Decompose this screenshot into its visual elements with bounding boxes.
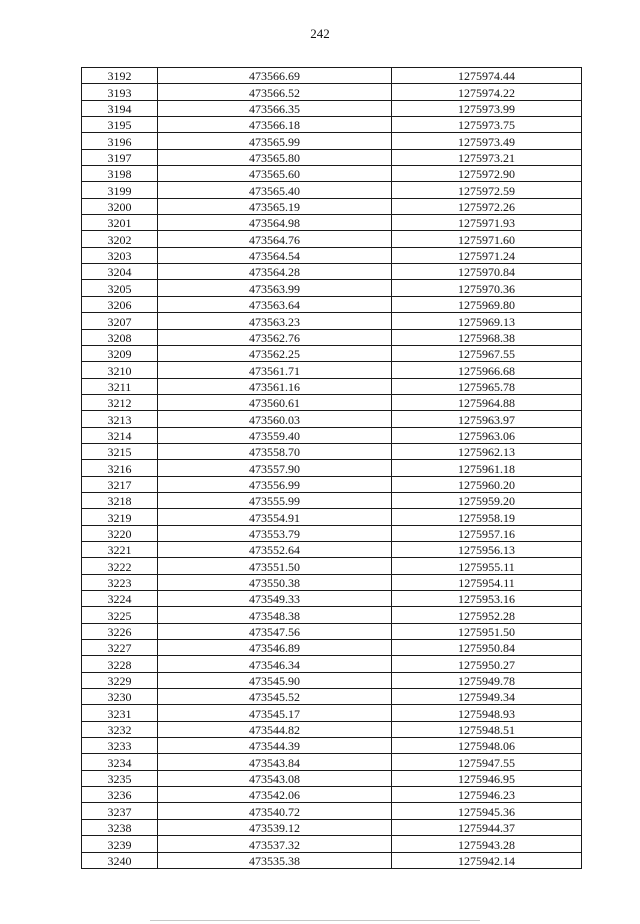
y-coordinate-cell: 1275943.28 <box>392 836 582 852</box>
point-number-cell: 3206 <box>82 296 158 312</box>
point-number-cell: 3218 <box>82 492 158 508</box>
table-row <box>82 476 582 492</box>
x-coordinate-cell: 473565.60 <box>158 166 392 182</box>
point-number-cell: 3208 <box>82 329 158 345</box>
table-row <box>82 852 582 868</box>
y-coordinate-cell: 1275968.38 <box>392 329 582 345</box>
table-row <box>82 574 582 590</box>
y-coordinate-cell: 1275969.80 <box>392 296 582 312</box>
point-number-cell: 3192 <box>82 68 158 84</box>
point-number-cell: 3195 <box>82 117 158 133</box>
table-row <box>82 427 582 443</box>
y-coordinate-cell: 1275963.06 <box>392 427 582 443</box>
point-number-cell: 3196 <box>82 133 158 149</box>
x-coordinate-cell: 473554.91 <box>158 509 392 525</box>
point-number-cell: 3240 <box>82 852 158 868</box>
point-number-cell: 3221 <box>82 541 158 557</box>
table-row <box>82 558 582 574</box>
y-coordinate-cell: 1275970.36 <box>392 280 582 296</box>
table-row <box>82 231 582 247</box>
point-number-cell: 3233 <box>82 738 158 754</box>
point-number-cell: 3197 <box>82 149 158 165</box>
x-coordinate-cell: 473540.72 <box>158 803 392 819</box>
table-row <box>82 149 582 165</box>
table-row <box>82 623 582 639</box>
y-coordinate-cell: 1275964.88 <box>392 394 582 410</box>
point-number-cell: 3235 <box>82 770 158 786</box>
point-number-cell: 3198 <box>82 166 158 182</box>
table-row <box>82 836 582 852</box>
x-coordinate-cell: 473543.84 <box>158 754 392 770</box>
y-coordinate-cell: 1275950.27 <box>392 656 582 672</box>
table-row <box>82 640 582 656</box>
coordinate-table-body <box>82 68 582 869</box>
table-row <box>82 182 582 198</box>
x-coordinate-cell: 473566.35 <box>158 100 392 116</box>
x-coordinate-cell: 473566.52 <box>158 84 392 100</box>
y-coordinate-cell: 1275950.84 <box>392 640 582 656</box>
y-coordinate-cell: 1275974.22 <box>392 84 582 100</box>
y-coordinate-cell: 1275952.28 <box>392 607 582 623</box>
table-row <box>82 721 582 737</box>
x-coordinate-cell: 473558.70 <box>158 443 392 459</box>
point-number-cell: 3231 <box>82 705 158 721</box>
y-coordinate-cell: 1275971.93 <box>392 215 582 231</box>
x-coordinate-cell: 473539.12 <box>158 819 392 835</box>
x-coordinate-cell: 473543.08 <box>158 770 392 786</box>
x-coordinate-cell: 473555.99 <box>158 492 392 508</box>
table-row <box>82 443 582 459</box>
table-row <box>82 738 582 754</box>
y-coordinate-cell: 1275970.84 <box>392 264 582 280</box>
y-coordinate-cell: 1275959.20 <box>392 492 582 508</box>
x-coordinate-cell: 473562.76 <box>158 329 392 345</box>
y-coordinate-cell: 1275953.16 <box>392 591 582 607</box>
table-row <box>82 215 582 231</box>
x-coordinate-cell: 473544.39 <box>158 738 392 754</box>
table-row <box>82 198 582 214</box>
y-coordinate-cell: 1275955.11 <box>392 558 582 574</box>
table-row <box>82 133 582 149</box>
table-row <box>82 787 582 803</box>
y-coordinate-cell: 1275948.93 <box>392 705 582 721</box>
point-number-cell: 3212 <box>82 394 158 410</box>
y-coordinate-cell: 1275954.11 <box>392 574 582 590</box>
point-number-cell: 3193 <box>82 84 158 100</box>
y-coordinate-cell: 1275945.36 <box>392 803 582 819</box>
table-row <box>82 754 582 770</box>
y-coordinate-cell: 1275974.44 <box>392 68 582 84</box>
y-coordinate-cell: 1275947.55 <box>392 754 582 770</box>
point-number-cell: 3232 <box>82 721 158 737</box>
x-coordinate-cell: 473556.99 <box>158 476 392 492</box>
x-coordinate-cell: 473560.61 <box>158 394 392 410</box>
y-coordinate-cell: 1275962.13 <box>392 443 582 459</box>
point-number-cell: 3202 <box>82 231 158 247</box>
y-coordinate-cell: 1275951.50 <box>392 623 582 639</box>
page-number: 242 <box>310 26 330 41</box>
table-row <box>82 705 582 721</box>
x-coordinate-cell: 473560.03 <box>158 411 392 427</box>
y-coordinate-cell: 1275944.37 <box>392 819 582 835</box>
table-row <box>82 803 582 819</box>
table-row <box>82 100 582 116</box>
x-coordinate-cell: 473562.25 <box>158 345 392 361</box>
table-row <box>82 378 582 394</box>
x-coordinate-cell: 473563.99 <box>158 280 392 296</box>
table-row <box>82 166 582 182</box>
point-number-cell: 3229 <box>82 672 158 688</box>
point-number-cell: 3200 <box>82 198 158 214</box>
y-coordinate-cell: 1275958.19 <box>392 509 582 525</box>
x-coordinate-cell: 473552.64 <box>158 541 392 557</box>
point-number-cell: 3215 <box>82 443 158 459</box>
x-coordinate-cell: 473565.19 <box>158 198 392 214</box>
table-row <box>82 689 582 705</box>
x-coordinate-cell: 473546.89 <box>158 640 392 656</box>
table-row <box>82 394 582 410</box>
x-coordinate-cell: 473565.40 <box>158 182 392 198</box>
y-coordinate-cell: 1275973.99 <box>392 100 582 116</box>
table-row <box>82 84 582 100</box>
point-number-cell: 3220 <box>82 525 158 541</box>
x-coordinate-cell: 473565.99 <box>158 133 392 149</box>
point-number-cell: 3203 <box>82 247 158 263</box>
point-number-cell: 3239 <box>82 836 158 852</box>
x-coordinate-cell: 473566.18 <box>158 117 392 133</box>
y-coordinate-cell: 1275956.13 <box>392 541 582 557</box>
x-coordinate-cell: 473544.82 <box>158 721 392 737</box>
table-row <box>82 460 582 476</box>
table-row <box>82 117 582 133</box>
table-row <box>82 345 582 361</box>
x-coordinate-cell: 473561.71 <box>158 362 392 378</box>
point-number-cell: 3222 <box>82 558 158 574</box>
x-coordinate-cell: 473553.79 <box>158 525 392 541</box>
table-row <box>82 672 582 688</box>
y-coordinate-cell: 1275957.16 <box>392 525 582 541</box>
table-row <box>82 819 582 835</box>
table-row <box>82 607 582 623</box>
x-coordinate-cell: 473537.32 <box>158 836 392 852</box>
y-coordinate-cell: 1275960.20 <box>392 476 582 492</box>
table-row <box>82 329 582 345</box>
table-row <box>82 411 582 427</box>
point-number-cell: 3216 <box>82 460 158 476</box>
x-coordinate-cell: 473565.80 <box>158 149 392 165</box>
point-number-cell: 3217 <box>82 476 158 492</box>
table-row <box>82 525 582 541</box>
x-coordinate-cell: 473559.40 <box>158 427 392 443</box>
table-row <box>82 296 582 312</box>
x-coordinate-cell: 473557.90 <box>158 460 392 476</box>
table-row <box>82 509 582 525</box>
table-row <box>82 313 582 329</box>
table-row <box>82 362 582 378</box>
point-number-cell: 3201 <box>82 215 158 231</box>
y-coordinate-cell: 1275972.59 <box>392 182 582 198</box>
point-number-cell: 3214 <box>82 427 158 443</box>
x-coordinate-cell: 473549.33 <box>158 591 392 607</box>
point-number-cell: 3227 <box>82 640 158 656</box>
y-coordinate-cell: 1275967.55 <box>392 345 582 361</box>
x-coordinate-cell: 473566.69 <box>158 68 392 84</box>
y-coordinate-cell: 1275961.18 <box>392 460 582 476</box>
table-row <box>82 68 582 84</box>
scan-edge-line <box>150 920 480 921</box>
y-coordinate-cell: 1275972.90 <box>392 166 582 182</box>
y-coordinate-cell: 1275949.78 <box>392 672 582 688</box>
y-coordinate-cell: 1275946.23 <box>392 787 582 803</box>
x-coordinate-cell: 473563.64 <box>158 296 392 312</box>
point-number-cell: 3237 <box>82 803 158 819</box>
x-coordinate-cell: 473550.38 <box>158 574 392 590</box>
point-number-cell: 3207 <box>82 313 158 329</box>
point-number-cell: 3199 <box>82 182 158 198</box>
y-coordinate-cell: 1275971.24 <box>392 247 582 263</box>
y-coordinate-cell: 1275966.68 <box>392 362 582 378</box>
x-coordinate-cell: 473564.54 <box>158 247 392 263</box>
point-number-cell: 3219 <box>82 509 158 525</box>
x-coordinate-cell: 473563.23 <box>158 313 392 329</box>
point-number-cell: 3238 <box>82 819 158 835</box>
x-coordinate-cell: 473564.28 <box>158 264 392 280</box>
table-row <box>82 247 582 263</box>
x-coordinate-cell: 473535.38 <box>158 852 392 868</box>
x-coordinate-cell: 473564.98 <box>158 215 392 231</box>
y-coordinate-cell: 1275963.97 <box>392 411 582 427</box>
x-coordinate-cell: 473545.90 <box>158 672 392 688</box>
point-number-cell: 3210 <box>82 362 158 378</box>
coordinate-table <box>81 67 582 869</box>
x-coordinate-cell: 473564.76 <box>158 231 392 247</box>
point-number-cell: 3234 <box>82 754 158 770</box>
table-row <box>82 492 582 508</box>
table-row <box>82 280 582 296</box>
y-coordinate-cell: 1275948.51 <box>392 721 582 737</box>
y-coordinate-cell: 1275973.75 <box>392 117 582 133</box>
x-coordinate-cell: 473545.17 <box>158 705 392 721</box>
x-coordinate-cell: 473542.06 <box>158 787 392 803</box>
y-coordinate-cell: 1275972.26 <box>392 198 582 214</box>
y-coordinate-cell: 1275971.60 <box>392 231 582 247</box>
point-number-cell: 3228 <box>82 656 158 672</box>
point-number-cell: 3226 <box>82 623 158 639</box>
y-coordinate-cell: 1275942.14 <box>392 852 582 868</box>
x-coordinate-cell: 473561.16 <box>158 378 392 394</box>
y-coordinate-cell: 1275969.13 <box>392 313 582 329</box>
y-coordinate-cell: 1275973.49 <box>392 133 582 149</box>
point-number-cell: 3224 <box>82 591 158 607</box>
x-coordinate-cell: 473551.50 <box>158 558 392 574</box>
x-coordinate-cell: 473548.38 <box>158 607 392 623</box>
point-number-cell: 3225 <box>82 607 158 623</box>
point-number-cell: 3209 <box>82 345 158 361</box>
y-coordinate-cell: 1275949.34 <box>392 689 582 705</box>
table-row <box>82 770 582 786</box>
y-coordinate-cell: 1275965.78 <box>392 378 582 394</box>
point-number-cell: 3194 <box>82 100 158 116</box>
table-row <box>82 591 582 607</box>
point-number-cell: 3236 <box>82 787 158 803</box>
x-coordinate-cell: 473546.34 <box>158 656 392 672</box>
point-number-cell: 3213 <box>82 411 158 427</box>
y-coordinate-cell: 1275946.95 <box>392 770 582 786</box>
x-coordinate-cell: 473547.56 <box>158 623 392 639</box>
y-coordinate-cell: 1275948.06 <box>392 738 582 754</box>
table-row <box>82 541 582 557</box>
point-number-cell: 3211 <box>82 378 158 394</box>
y-coordinate-cell: 1275973.21 <box>392 149 582 165</box>
point-number-cell: 3205 <box>82 280 158 296</box>
point-number-cell: 3204 <box>82 264 158 280</box>
point-number-cell: 3223 <box>82 574 158 590</box>
x-coordinate-cell: 473545.52 <box>158 689 392 705</box>
table-row <box>82 656 582 672</box>
point-number-cell: 3230 <box>82 689 158 705</box>
table-row <box>82 264 582 280</box>
